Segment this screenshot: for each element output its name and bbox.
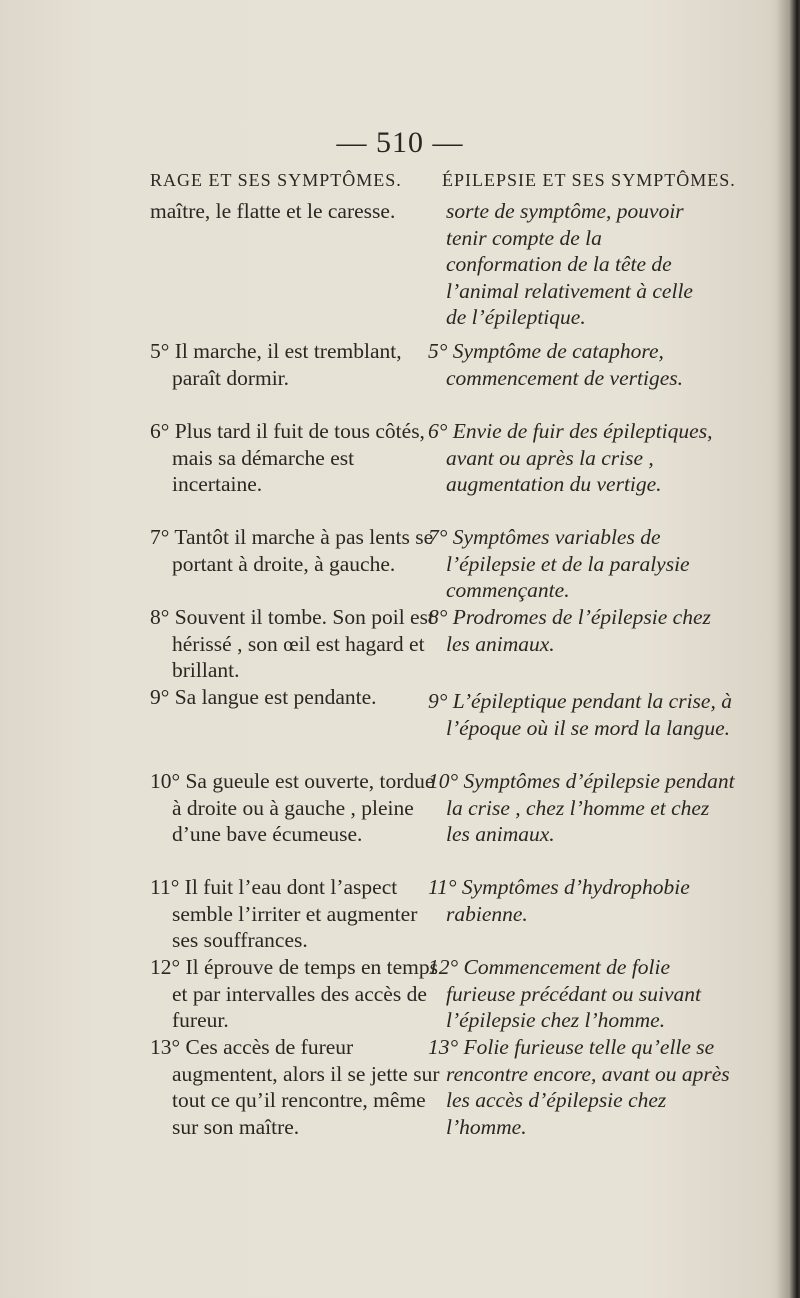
right-entry-continuation: sorte de symptôme, pouvoir tenir compte de la conformation de la tête de l’animal relativement à celle de l’épileptique. (446, 199, 693, 329)
right-entry-8: 8° Prodromes de l’épilepsie chez les animaux. (428, 605, 711, 656)
left-entry-11: 11° Il fuit l’eau dont l’aspect semble l’irriter et augmenter ses souffrances. (150, 875, 418, 952)
right-entry-11: 11° Symptômes d’hydrophobie rabienne. (428, 875, 690, 926)
left-entry-6: 6° Plus tard il fuit de tous côtés, mais sa démarche est incertaine. (150, 419, 425, 496)
right-entry-6: 6° Envie de fuir des épileptiques, avant ou après la crise , augmentation du vertige. (428, 419, 713, 496)
left-column-header: RAGE ET SES SYMPTÔMES. (150, 170, 402, 190)
right-entry-9: 9° L’épileptique pendant la crise, à l’époque où il se mord la langue. (428, 689, 732, 740)
left-entry-10: 10° Sa gueule est ouverte, tordue à droite ou à gauche , pleine d’une bave écumeuse. (150, 769, 435, 846)
binding-gutter (776, 0, 800, 1298)
left-entry-12: 12° Il éprouve de temps en temps et par intervalles des accès de fureur. (150, 955, 439, 1032)
left-entry-8: 8° Souvent il tombe. Son poil est hérissé , son œil est hagard et brillant. (150, 605, 434, 682)
right-entry-5: 5° Symptôme de cataphore, commencement de vertiges. (428, 339, 683, 390)
right-entry-7: 7° Symptômes variables de l’épilepsie et de la paralysie commençante. (428, 525, 690, 602)
left-entry-continuation: maître, le flatte et le caresse. (150, 199, 396, 223)
right-entry-13: 13° Folie furieuse telle qu’elle se rencontre encore, avant ou après les accès d’épilepsie chez l’homme. (428, 1035, 730, 1139)
left-entry-7: 7° Tantôt il marche à pas lents se portant à droite, à gauche. (150, 525, 434, 576)
right-entry-10: 10° Symptômes d’épilepsie pendant la crise , chez l’homme et chez les animaux. (428, 769, 735, 846)
right-entry-12: 12° Commencement de folie furieuse précédant ou suivant l’épilepsie chez l’homme. (428, 955, 701, 1032)
page-number: — 510 — (336, 126, 464, 159)
left-entry-9: 9° Sa langue est pendante. (150, 685, 377, 709)
left-entry-5: 5° Il marche, il est tremblant, paraît dormir. (150, 339, 402, 390)
right-column-header: ÉPILEPSIE ET SES SYMPTÔMES. (442, 170, 736, 190)
left-entry-13: 13° Ces accès de fureur augmentent, alors il se jette sur tout ce qu’il rencontre, même sur son maître. (150, 1035, 440, 1139)
